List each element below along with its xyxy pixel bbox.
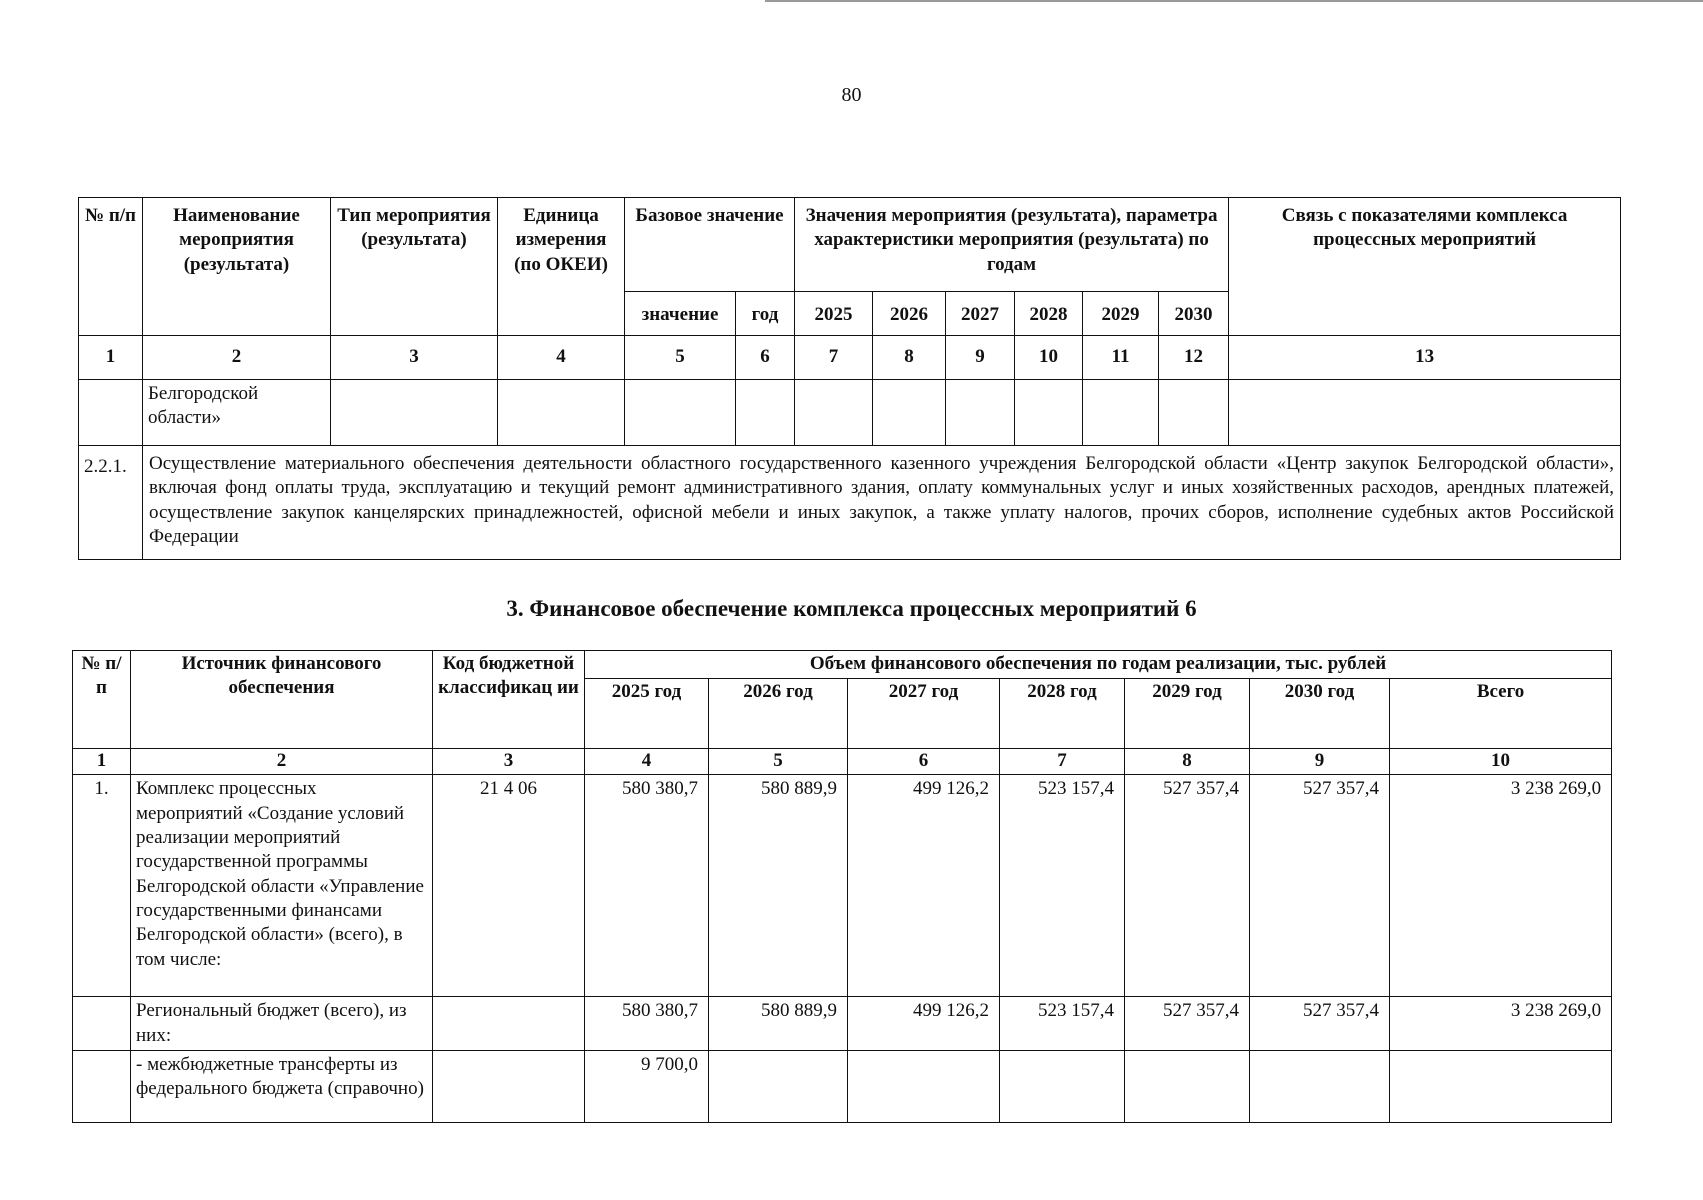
column-number: 8 bbox=[1125, 749, 1250, 775]
measures-table bbox=[78, 197, 1621, 560]
header-year: 2027 bbox=[946, 292, 1015, 336]
column-number: 9 bbox=[1250, 749, 1390, 775]
header-year: 2025 год bbox=[585, 679, 709, 749]
row-value: 523 157,4 bbox=[1000, 997, 1125, 1051]
header-year: 2028 bbox=[1015, 292, 1083, 336]
row-total: 3 238 269,0 bbox=[1390, 775, 1612, 997]
row-value: 527 357,4 bbox=[1250, 997, 1390, 1051]
table2-row-regional-budget bbox=[73, 997, 1612, 1051]
column-number: 10 bbox=[1015, 336, 1083, 380]
table1-column-numbers-row bbox=[79, 336, 1621, 380]
header-values: Значения мероприятия (результата), параметра характеристики мероприятия (результата) по годам bbox=[795, 198, 1229, 292]
table2-column-numbers-row bbox=[73, 749, 1612, 775]
header-year: 2026 год bbox=[709, 679, 848, 749]
row-value: 527 357,4 bbox=[1125, 775, 1250, 997]
section-title: 3. Финансовое обеспечение комплекса процессных мероприятий 6 bbox=[506, 596, 1197, 621]
header-year: 2025 bbox=[795, 292, 873, 336]
header-num: № п/п bbox=[73, 651, 131, 749]
column-number: 10 bbox=[1390, 749, 1612, 775]
header-volume: Объем финансового обеспечения по годам реализации, тыс. рублей bbox=[585, 651, 1612, 679]
page-number: 80 bbox=[841, 84, 862, 106]
header-base-value: значение bbox=[625, 292, 736, 336]
header-unit: Единица измерения (по ОКЕИ) bbox=[498, 198, 625, 336]
column-number: 7 bbox=[795, 336, 873, 380]
table1-row-2-2-1 bbox=[79, 446, 1621, 560]
row-source: Комплекс процессных мероприятий «Создание условий реализации мероприятий государственной программы Белгородской области «Управление государственными финансами Белгородской области» (всего), в том числе: bbox=[131, 775, 433, 997]
row-value: 527 357,4 bbox=[1125, 997, 1250, 1051]
header-base: Базовое значение bbox=[625, 198, 795, 292]
column-number: 9 bbox=[946, 336, 1015, 380]
column-number: 5 bbox=[709, 749, 848, 775]
row-value: 9 700,0 bbox=[585, 1050, 709, 1122]
table2-header-row bbox=[73, 651, 1612, 679]
column-number: 13 bbox=[1229, 336, 1621, 380]
row-total: 3 238 269,0 bbox=[1390, 997, 1612, 1051]
table1-continuation-row bbox=[79, 380, 1621, 446]
header-total: Всего bbox=[1390, 679, 1612, 749]
row-value: 527 357,4 bbox=[1250, 775, 1390, 997]
row-value bbox=[848, 1050, 1000, 1122]
column-number: 4 bbox=[498, 336, 625, 380]
header-year: 2029 bbox=[1083, 292, 1159, 336]
row-value bbox=[1125, 1050, 1250, 1122]
row-value bbox=[1250, 1050, 1390, 1122]
column-number: 6 bbox=[848, 749, 1000, 775]
header-year: 2028 год bbox=[1000, 679, 1125, 749]
row-number: 2.2.1. bbox=[79, 446, 143, 560]
column-number: 4 bbox=[585, 749, 709, 775]
header-year: 2030 bbox=[1159, 292, 1229, 336]
row-2-2-1-text: Осуществление материального обеспечения деятельности областного государственного казенного учреждения Белгородской области «Центр закупок Белгородской области», включая фонд оплаты труда, эксплуатацию и текущий ремонт административного здания, оплату коммунальных услуг и иных хозяйственных расходов, арендных платежей, осуществление закупок канцелярских принадлежностей, офисной мебели и иных закупок, а также уплату налогов, прочих сборов, исполнение судебных актов Российской Федерации bbox=[143, 446, 1621, 560]
header-name: Наименование мероприятия (результата) bbox=[143, 198, 331, 336]
header-year: 2030 год bbox=[1250, 679, 1390, 749]
header-year: 2026 bbox=[873, 292, 946, 336]
header-type: Тип мероприятия (результата) bbox=[331, 198, 498, 336]
table2-row-federal-transfers bbox=[73, 1050, 1612, 1122]
column-number: 11 bbox=[1083, 336, 1159, 380]
header-year: 2027 год bbox=[848, 679, 1000, 749]
column-number: 12 bbox=[1159, 336, 1229, 380]
row-source: - межбюджетные трансферты из федерального бюджета (справочно) bbox=[131, 1050, 433, 1122]
column-number: 5 bbox=[625, 336, 736, 380]
column-number: 1 bbox=[79, 336, 143, 380]
row-source: Региональный бюджет (всего), из них: bbox=[131, 997, 433, 1051]
row-total bbox=[1390, 1050, 1612, 1122]
row-value bbox=[1000, 1050, 1125, 1122]
column-number: 3 bbox=[331, 336, 498, 380]
header-year: 2029 год bbox=[1125, 679, 1250, 749]
header-link: Связь с показателями комплекса процессных мероприятий bbox=[1229, 198, 1621, 336]
column-number: 8 bbox=[873, 336, 946, 380]
row-value: 580 380,7 bbox=[585, 997, 709, 1051]
row-value: 499 126,2 bbox=[848, 775, 1000, 997]
row-number: 1. bbox=[73, 775, 131, 997]
row-value: 580 380,7 bbox=[585, 775, 709, 997]
column-number: 7 bbox=[1000, 749, 1125, 775]
table2-row-complex bbox=[73, 775, 1612, 997]
column-number: 2 bbox=[131, 749, 433, 775]
header-num: № п/п bbox=[79, 198, 143, 336]
continuation-text: Белгородской области» bbox=[143, 380, 331, 446]
financing-table bbox=[72, 650, 1612, 1123]
column-number: 2 bbox=[143, 336, 331, 380]
header-code: Код бюджетной классификац ии bbox=[433, 651, 585, 749]
row-code bbox=[433, 997, 585, 1051]
row-value: 580 889,9 bbox=[709, 997, 848, 1051]
row-code bbox=[433, 1050, 585, 1122]
row-value: 523 157,4 bbox=[1000, 775, 1125, 997]
row-number bbox=[73, 1050, 131, 1122]
header-base-year: год bbox=[736, 292, 795, 336]
row-value bbox=[709, 1050, 848, 1122]
scan-top-edge-line bbox=[765, 0, 1703, 2]
row-value: 499 126,2 bbox=[848, 997, 1000, 1051]
header-source: Источник финансового обеспечения bbox=[131, 651, 433, 749]
column-number: 3 bbox=[433, 749, 585, 775]
column-number: 6 bbox=[736, 336, 795, 380]
row-number bbox=[73, 997, 131, 1051]
column-number: 1 bbox=[73, 749, 131, 775]
row-value: 580 889,9 bbox=[709, 775, 848, 997]
table1-header-row bbox=[79, 198, 1621, 292]
row-code: 21 4 06 bbox=[433, 775, 585, 997]
